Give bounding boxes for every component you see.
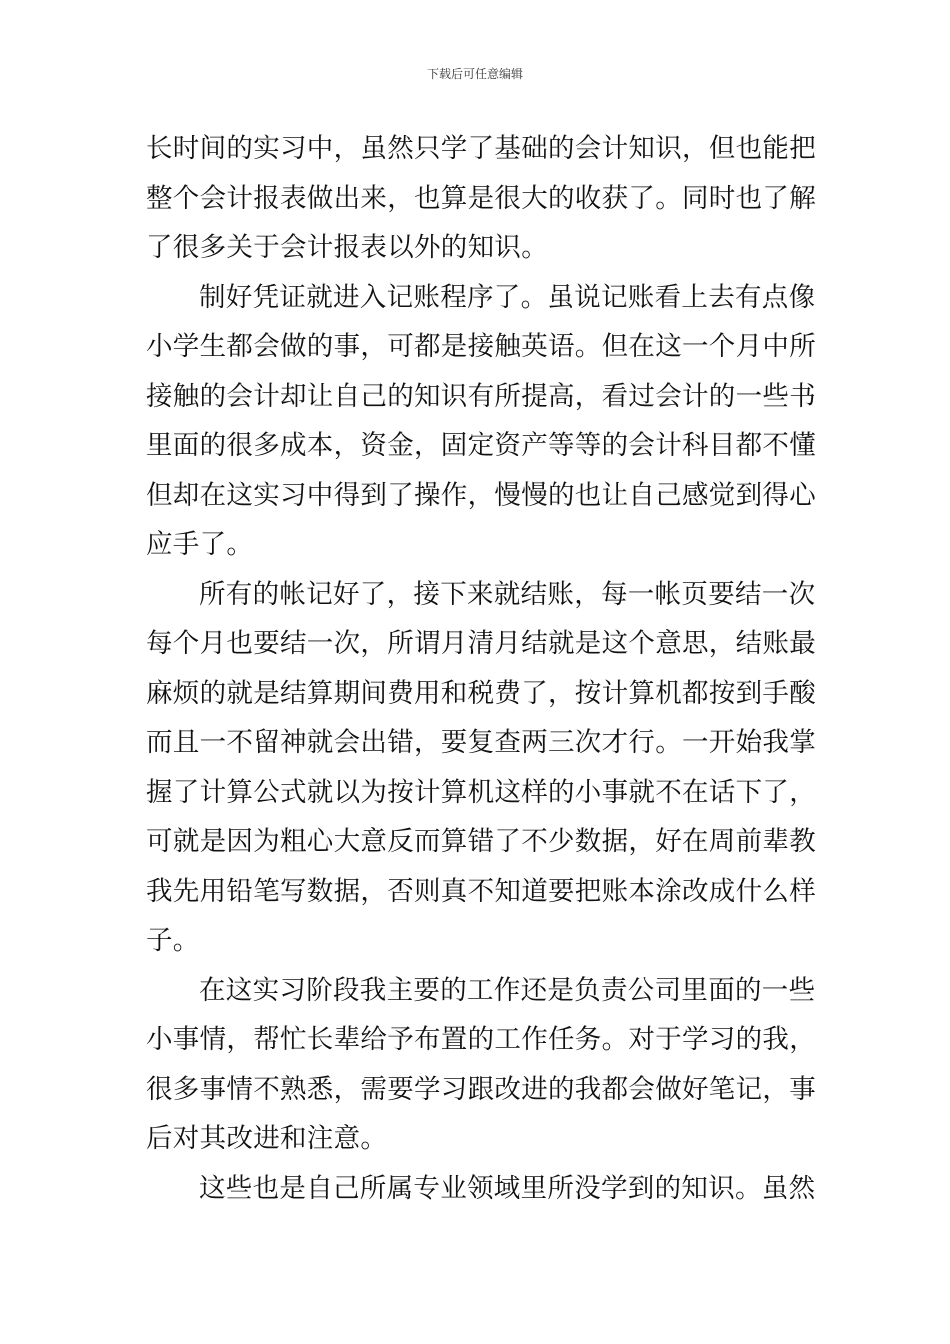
text-line: 应手了。 [146, 529, 254, 560]
text-line: 但却在这实习中得到了操作，慢慢的也让自己感觉到得心 [146, 479, 816, 511]
text-line: 小学生都会做的事，可都是接触英语。但在这一个月中所 [146, 331, 816, 362]
text-line: 很多事情不熟悉，需要学习跟改进的我都会做好笔记，事 [146, 1073, 816, 1105]
text-line: 在这实习阶段我主要的工作还是负责公司里面的一些 [199, 974, 816, 1006]
paragraph [146, 273, 816, 570]
document-body [146, 124, 816, 1213]
text-line: 可就是因为粗心大意反而算错了不少数据，好在周前辈教 [146, 826, 816, 857]
text-line: 长时间的实习中，虽然只学了基础的会计知识，但也能把 [146, 133, 816, 164]
text-line: 这些也是自己所属专业领域里所没学到的知识。虽然 [199, 1172, 816, 1204]
text-line: 我先用铅笔写数据，否则真不知道要把账本涂改成什么样 [146, 875, 816, 907]
text-line: 里面的很多成本，资金，固定资产等等的会计科目都不懂 [146, 430, 816, 461]
text-line: 麻烦的就是结算期间费用和税费了，按计算机都按到手酸 [146, 677, 816, 709]
text-line: 接触的会计却让自己的知识有所提高，看过会计的一些书 [146, 380, 816, 412]
text-line: 了很多关于会计报表以外的知识。 [146, 232, 548, 263]
paragraph [146, 124, 816, 273]
paragraph [146, 1164, 816, 1214]
text-line: 子。 [146, 925, 200, 956]
text-line: 每个月也要结一次，所谓月清月结就是这个意思，结账最 [146, 628, 816, 659]
text-line: 整个会计报表做出来，也算是很大的收获了。同时也了解 [146, 182, 816, 214]
text-line: 制好凭证就进入记账程序了。虽说记账看上去有点像 [199, 281, 816, 313]
text-line: 所有的帐记好了，接下来就结账，每一帐页要结一次 [199, 578, 816, 610]
paragraph [146, 966, 816, 1164]
text-line: 而且一不留神就会出错，要复查两三次才行。一开始我掌 [146, 727, 816, 758]
text-line: 握了计算公式就以为按计算机这样的小事就不在话下了， [146, 776, 816, 808]
paragraph [146, 570, 816, 966]
page-header: 下载后可任意编辑 [426, 67, 523, 81]
text-line: 后对其改进和注意。 [146, 1123, 388, 1154]
text-line: 小事情，帮忙长辈给予布置的工作任务。对于学习的我， [146, 1024, 816, 1055]
